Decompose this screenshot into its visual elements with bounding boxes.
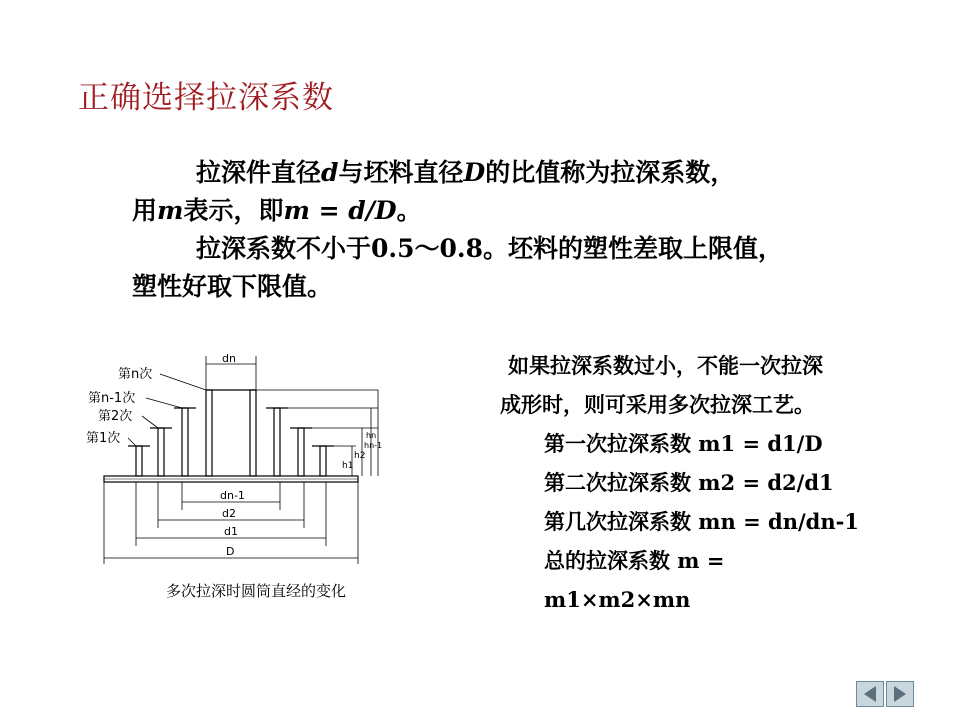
side-line: m1×m2×mn	[544, 587, 691, 612]
stage-label-1: 第1次	[86, 431, 121, 446]
text: 表示，即	[183, 196, 284, 225]
multi-stage-explanation	[500, 346, 859, 619]
diagram-caption: 多次拉深时圆筒直经的变化	[166, 582, 347, 600]
stage-label-n1: 第n-1次	[88, 391, 136, 406]
label-d1: d1	[224, 525, 238, 538]
label-h1: h1	[342, 461, 354, 471]
text: 拉深件直径	[196, 158, 322, 187]
label-D: D	[226, 545, 235, 558]
side-line: 总的拉深系数 m =	[544, 548, 725, 573]
slide-title: 正确选择拉深系数	[78, 80, 334, 116]
wall-stage1-left	[136, 446, 142, 476]
var-d: d	[321, 158, 339, 187]
paragraph-line: 拉深系数不小于0.5～0.8。坯料的塑性差取上限值，	[196, 234, 783, 263]
side-line: 第一次拉深系数 m1 = d1/D	[544, 431, 823, 456]
formula: m = d/D	[283, 196, 397, 225]
text: 的比值称为拉深系数，	[485, 158, 736, 187]
side-line: 第几次拉深系数 mn = dn/dn-1	[544, 509, 859, 534]
label-dn1: dn-1	[220, 489, 245, 502]
leader-line	[160, 374, 206, 390]
side-line: 成形时，则可采用多次拉深工艺。	[500, 392, 815, 417]
paragraph-line	[132, 154, 922, 192]
side-line: 第二次拉深系数 m2 = d2/d1	[544, 470, 834, 495]
slide-navigation	[856, 681, 914, 707]
label-hn1: hn-1	[364, 441, 383, 450]
wall-stagen-right	[250, 390, 256, 476]
label-d2: d2	[222, 507, 236, 520]
leader-line	[146, 398, 182, 408]
paragraph-line	[132, 192, 922, 230]
text: 用	[132, 196, 158, 225]
next-slide-button[interactable]	[886, 681, 914, 707]
label-hn: hn	[366, 431, 377, 440]
diagram-svg	[80, 350, 383, 610]
wall-stagen1-right	[274, 408, 280, 476]
drawing-stages-diagram	[80, 350, 383, 614]
wall-stage1-right	[320, 446, 326, 476]
prev-slide-button[interactable]	[856, 681, 884, 707]
leader-line	[142, 416, 158, 428]
paragraph-line: 塑性好取下限值。	[132, 272, 333, 301]
paragraph-definition	[132, 154, 922, 230]
text: 与坯料直径	[338, 158, 464, 187]
triangle-left-icon	[862, 685, 878, 703]
text: 。	[396, 196, 422, 225]
var-D: D	[463, 158, 486, 187]
paragraph-range	[132, 230, 922, 306]
triangle-right-icon	[892, 685, 908, 703]
label-dn: dn	[222, 352, 236, 365]
stage-label-n: 第n次	[118, 367, 153, 382]
wall-stage2-left	[158, 428, 164, 476]
label-h2: h2	[354, 451, 366, 461]
leader-line	[128, 438, 136, 446]
var-m: m	[157, 196, 184, 225]
side-line: 如果拉深系数过小，不能一次拉深	[508, 353, 823, 378]
stage-label-2: 第2次	[98, 409, 133, 424]
wall-stage2-right	[298, 428, 304, 476]
wall-stagen1-left	[182, 408, 188, 476]
wall-stagen-left	[206, 390, 212, 476]
